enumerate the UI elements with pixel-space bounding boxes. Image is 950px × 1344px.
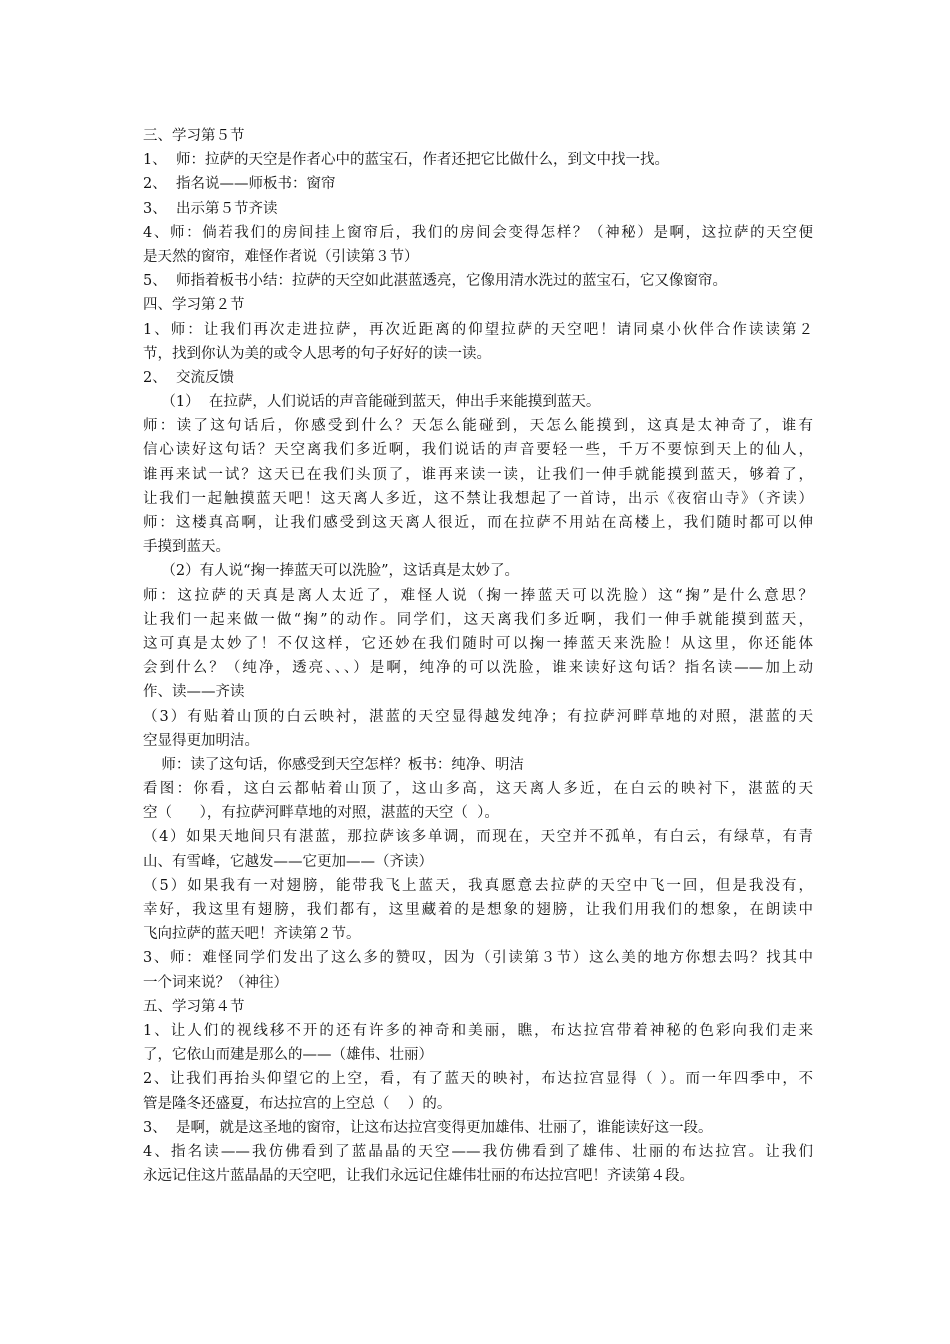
text-line: 2、 交流反馈 <box>143 369 234 386</box>
text-line: 空（ ），有拉萨河畔草地的对照，湛蓝的天空（ ）。 <box>143 805 499 822</box>
text-line: 4、师：倘若我们的房间挂上窗帘后，我们的房间会变得怎样？（神秘）是啊，这拉萨的天空便 <box>143 224 813 241</box>
text-line: 5、 师指着板书小结：拉萨的天空如此湛蓝透亮，它像用清水洗过的蓝宝石，它又像窗帘。 <box>143 273 727 290</box>
text-line: 一个词来说？（神往） <box>143 974 288 991</box>
text-line: 2、让我们再抬头仰望它的上空，看，有了蓝天的映衬，布达拉宫显得（ ）。而一年四季中，不 <box>143 1071 813 1088</box>
text-line: 1、让人们的视线移不开的还有许多的神奇和美丽，瞧，布达拉宫带着神秘的色彩向我们走来 <box>143 1022 813 1039</box>
text-line: 4、指名读——我仿佛看到了蓝晶晶的天空——我仿佛看到了雄伟、壮丽的布达拉宫。让我们 <box>143 1143 813 1160</box>
text-line: 了，它依山而建是那么的——（雄伟、壮丽） <box>143 1047 433 1064</box>
text-line: 三、学习第５节 <box>143 128 245 144</box>
text-line: 3、师：难怪同学们发出了这么多的赞叹，因为（引读第３节）这么美的地方你想去吗？找其中 <box>143 950 813 967</box>
text-line: 3、 是啊，就是这圣地的窗帘，让这布达拉宫变得更加雄伟、壮丽了，谁能读好这一段。 <box>143 1119 713 1136</box>
text-line: 1、 师：拉萨的天空是作者心中的蓝宝石，作者还把它比做什么，到文中找一找。 <box>143 152 669 169</box>
text-line: 看图：你看，这白云都帖着山顶了，这山多高，这天离人多近，在白云的映衬下，湛蓝的天 <box>143 781 813 798</box>
text-line: 师：读了这句话后，你感受到什么？天怎么能碰到，天怎么能摸到，这真是太神奇了，谁有 <box>143 418 813 435</box>
text-line: 四、学习第２节 <box>143 297 245 314</box>
text-line: （1） 在拉萨，人们说话的声音能碰到蓝天，伸出手来能摸到蓝天。 <box>143 394 601 411</box>
text-line: 山、有雪峰，它越发——它更加——（齐读） <box>143 853 433 870</box>
text-line: 3、 出示第５节齐读 <box>143 200 278 217</box>
text-line: 手摸到蓝天。 <box>143 539 230 556</box>
text-line: 会到什么？（纯净，透亮、、、）是啊，纯净的可以洗脸，谁来读好这句话？指名读——加上动 <box>143 660 813 677</box>
text-line: 让我们一起触摸蓝天吧！这天离人多近，这不禁让我想起了一首诗，出示《夜宿山寺》（齐读） <box>143 490 813 507</box>
text-line: 飞向拉萨的蓝天吧！齐读第２节。 <box>143 926 361 943</box>
text-line: 让我们一起来做一做“掬”的动作。同学们，这天离我们多近啊，我们一伸手就能摸到蓝天， <box>143 611 813 628</box>
text-line: （3）有贴着山顶的白云映衬，湛蓝的天空显得越发纯净；有拉萨河畔草地的对照，湛蓝的天 <box>143 708 813 725</box>
text-line: 师：这拉萨的天真是离人太近了，难怪人说（掬一捧蓝天可以洗脸）这“掬”是什么意思？ <box>143 587 813 604</box>
text-line: 信心读好这句话？天空离我们多近啊，我们说话的声音要轻一些，千万不要惊到天上的仙人， <box>143 442 813 459</box>
text-line: （5）如果我有一对翅膀，能带我飞上蓝天，我真愿意去拉萨的天空中飞一回，但是我没有， <box>143 877 813 894</box>
text-line: 管是隆冬还盛夏，布达拉宫的上空总（ ）的。 <box>143 1095 452 1112</box>
text-line: 空显得更加明洁。 <box>143 732 259 749</box>
text-line: （4）如果天地间只有湛蓝，那拉萨该多单调，而现在，天空并不孤单，有白云，有绿草，有青 <box>143 829 813 846</box>
text-line: 1、师：让我们再次走进拉萨，再次近距离的仰望拉萨的天空吧！请同桌小伙伴合作读读第２ <box>143 321 813 338</box>
text-line: 谁再来试一试？这天已在我们头顶了，谁再来读一读，让我们一伸手就能摸到蓝天，够着了， <box>143 466 813 483</box>
text-line: 永远记住这片蓝晶晶的天空吧，让我们永远记住雄伟壮丽的布达拉宫吧！齐读第４段。 <box>143 1168 694 1185</box>
document-page <box>143 124 813 1188</box>
text-line: 这可真是太妙了！不仅这样，它还妙在我们随时可以掬一捧蓝天来洗脸！从这里，你还能体 <box>143 635 813 652</box>
text-line: 幸好，我这里有翅膀，我们都有，这里藏着的是想象的翅膀，让我们用我们的想象，在朗读中 <box>143 902 813 918</box>
text-line: 作、读——齐读 <box>143 684 245 701</box>
text-line: 节，找到你认为美的或令人思考的句子好好的读一读。 <box>143 345 491 362</box>
text-line: 师：读了这句话，你感受到天空怎样？板书：纯净、明洁 <box>143 756 524 773</box>
text-line: 2、 指名说——师板书：窗帘 <box>143 176 336 193</box>
text-line: （2）有人说“掬一捧蓝天可以洗脸”，这话真是太妙了。 <box>143 563 519 580</box>
text-line: 师：这楼真高啊，让我们感受到这天离人很近，而在拉萨不用站在高楼上，我们随时都可以伸 <box>143 515 813 531</box>
text-line: 五、学习第４节 <box>143 998 245 1015</box>
text-line: 是天然的窗帘，难怪作者说（引读第３节） <box>143 248 419 265</box>
